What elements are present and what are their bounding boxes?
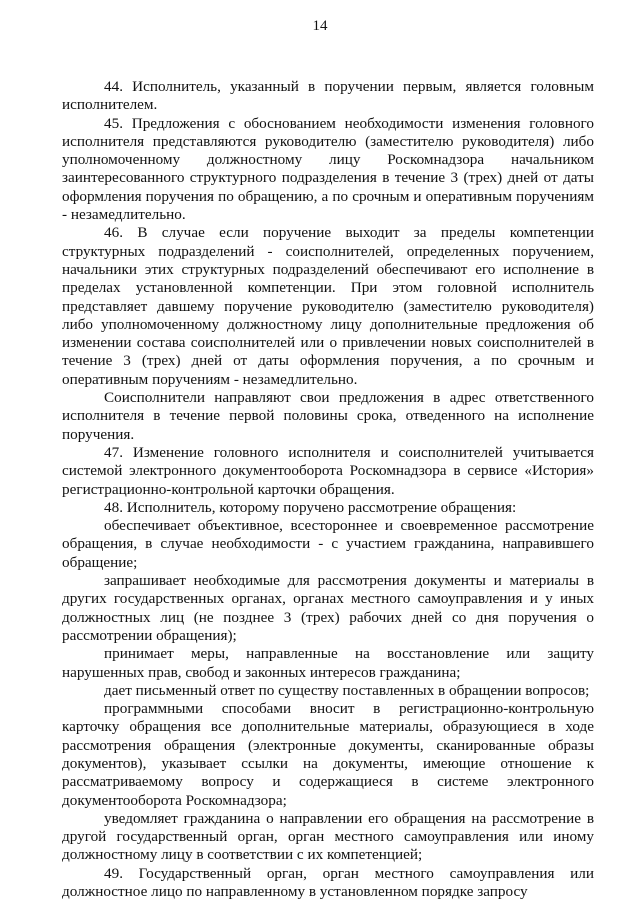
paragraph-48: 48. Исполнитель, которому поручено рассмотрение обращения:	[104, 498, 517, 516]
paragraph-49: 49. Государственный орган, орган местного самоуправления или должностное лицо по направленному в установленном порядке запросу	[62, 864, 594, 901]
paragraph-48-item-takes-measures: принимает меры, направленные на восстановление или защиту нарушенных прав, свобод и законных интересов гражданина;	[62, 645, 594, 681]
paragraph-45: 45. Предложения с обоснованием необходимости изменения головного исполнителя представляются руководителю (заместителю руководителя) либо уполномоченному должностному лицу Роскомнадзора начальником заинтересованного структурного подразделения в течение 3 (трех) дней от даты оформления поручения по обращению, а по срочным и оперативным поручениям - незамедлительно.	[62, 114, 594, 224]
paragraph-48-item-notifies: уведомляет гражданина о направлении его обращения на рассмотрение в другой государственный орган, орган местного самоуправления или иному должностному лицу в соответствии с их компетенцией;	[62, 809, 594, 864]
paragraph-46: 46. В случае если поручение выходит за пределы компетенции структурных подразделений - соисполнителей, определенных поручением, начальники этих структурных подразделений обеспечивают его исполнение в пределах установленной компетенции. При этом головной исполнитель представляет давшему поручение руководителю (заместителю руководителя) либо уполномоченному должностному лицу дополнительные предложения об изменении состава соисполнителей или о привлечении новых соисполнителей в течение 3 (трех) дней от даты оформления поручения, а по срочным и оперативным поручениям - незамедлительно.	[62, 224, 594, 388]
paragraph-48-item-answers: дает письменный ответ по существу поставленных в обращении вопросов;	[104, 681, 590, 699]
paragraph-44: 44. Исполнитель, указанный в поручении первым, является головным исполнителем.	[62, 78, 594, 114]
paragraph-48-item-enters-materials: программными способами вносит в регистрационно-контрольную карточку обращения все дополнительные материалы, образующиеся в ходе рассмотрения обращения (электронные документы, сканированные образы документов), указывает ссылки на документы, имеющие отношение к рассматриваемому вопросу и содержащиеся в системе электронного документооборота Роскомнадзора;	[62, 700, 594, 809]
document-body	[62, 78, 594, 901]
paragraph-48-item-requests: запрашивает необходимые для рассмотрения документы и материалы в других государственных органах, органах местного самоуправления и у иных должностных лиц (не позднее 3 (трех) рабочих дней со дня поручения о рассмотрении обращения);	[62, 572, 594, 644]
page-number: 14	[312, 18, 328, 34]
paragraph-46-coexecutors: Соисполнители направляют свои предложения в адрес ответственного исполнителя в течение первой половины срока, отведенного на исполнение поручения.	[62, 389, 594, 443]
paragraph-48-item-ensures: обеспечивает объективное, всестороннее и своевременное рассмотрение обращения, в случае необходимости - с участием гражданина, направившего обращение;	[62, 517, 594, 571]
paragraph-47: 47. Изменение головного исполнителя и соисполнителей учитывается системой электронного документооборота Роскомнадзора в сервисе «История» регистрационно-контрольной карточки обращения.	[62, 443, 594, 498]
